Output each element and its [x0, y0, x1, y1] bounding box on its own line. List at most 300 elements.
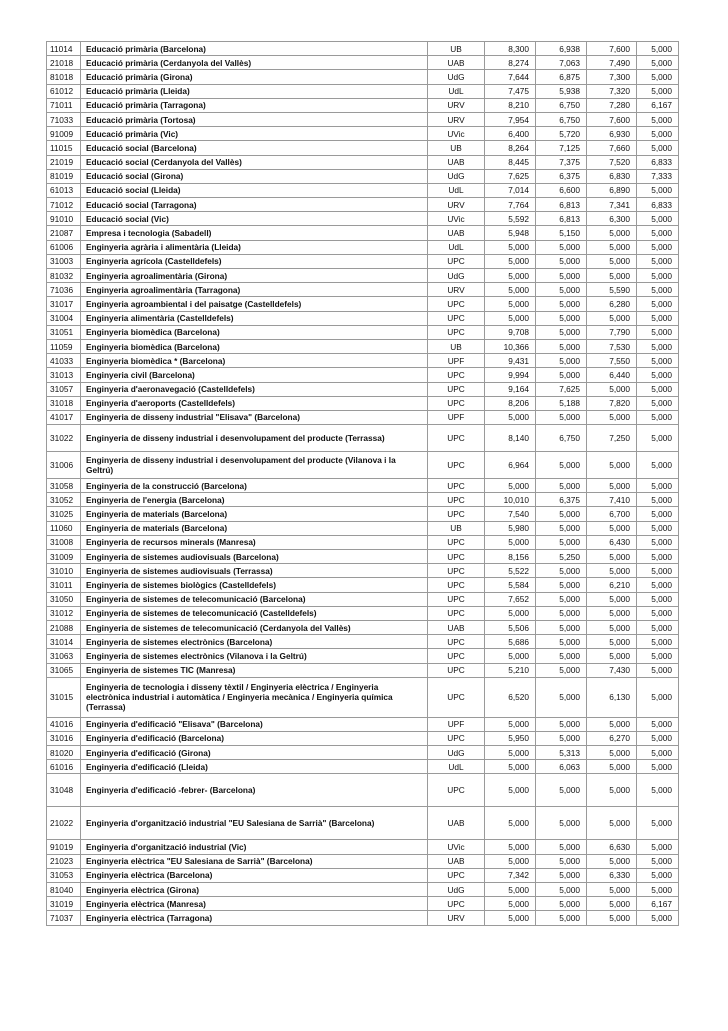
mark-1-cell: 5,948: [485, 226, 536, 240]
mark-3-cell: 5,000: [587, 883, 637, 897]
mark-1-cell: 5,000: [485, 649, 536, 663]
mark-3-cell: 7,300: [587, 70, 637, 84]
table-row: [47, 98, 679, 112]
table-row: [47, 368, 679, 382]
university-cell: UPC: [428, 325, 485, 339]
mark-2-cell: 5,000: [536, 240, 587, 254]
mark-4-cell: 5,000: [637, 297, 679, 311]
mark-4-cell: 5,000: [637, 521, 679, 535]
mark-3-cell: 6,430: [587, 535, 637, 549]
table-row: [47, 663, 679, 677]
program-code-cell: 21088: [47, 620, 81, 634]
cutoff-marks-table: [46, 41, 679, 926]
program-code-cell: 41017: [47, 410, 81, 424]
mark-1-cell: 9,708: [485, 325, 536, 339]
university-cell: UPC: [428, 535, 485, 549]
mark-3-cell: 5,000: [587, 521, 637, 535]
mark-1-cell: 7,014: [485, 183, 536, 197]
program-name-cell: Enginyeria alimentària (Castelldefels): [81, 311, 428, 325]
mark-1-cell: 9,431: [485, 354, 536, 368]
university-cell: UPC: [428, 592, 485, 606]
table-row: [47, 425, 679, 452]
program-name-cell: Enginyeria agroalimentària (Girona): [81, 269, 428, 283]
mark-4-cell: 5,000: [637, 578, 679, 592]
mark-1-cell: 8,445: [485, 155, 536, 169]
mark-1-cell: 5,210: [485, 663, 536, 677]
mark-1-cell: 7,652: [485, 592, 536, 606]
mark-4-cell: 5,000: [637, 663, 679, 677]
university-cell: URV: [428, 98, 485, 112]
university-cell: UPC: [428, 311, 485, 325]
mark-3-cell: 7,550: [587, 354, 637, 368]
mark-2-cell: 5,000: [536, 254, 587, 268]
program-name-cell: Educació social (Cerdanyola del Vallès): [81, 155, 428, 169]
university-cell: UAB: [428, 226, 485, 240]
mark-1-cell: 9,164: [485, 382, 536, 396]
mark-4-cell: 5,000: [637, 70, 679, 84]
mark-1-cell: 8,300: [485, 42, 536, 56]
mark-1-cell: 7,342: [485, 868, 536, 882]
mark-3-cell: 7,600: [587, 42, 637, 56]
table-row: [47, 311, 679, 325]
program-name-cell: Enginyeria elèctrica (Tarragona): [81, 911, 428, 925]
table-row: [47, 240, 679, 254]
university-cell: UPC: [428, 635, 485, 649]
university-cell: UAB: [428, 807, 485, 840]
university-cell: UB: [428, 521, 485, 535]
table-row: [47, 774, 679, 807]
university-cell: UPC: [428, 297, 485, 311]
university-cell: UPC: [428, 507, 485, 521]
university-cell: UAB: [428, 155, 485, 169]
mark-4-cell: 5,000: [637, 382, 679, 396]
table-row: [47, 56, 679, 70]
mark-1-cell: 5,686: [485, 635, 536, 649]
program-code-cell: 31052: [47, 493, 81, 507]
table-row: [47, 269, 679, 283]
university-cell: UdL: [428, 183, 485, 197]
mark-4-cell: 5,000: [637, 746, 679, 760]
mark-4-cell: 5,000: [637, 507, 679, 521]
mark-2-cell: 5,000: [536, 452, 587, 479]
program-name-cell: Educació primària (Cerdanyola del Vallès): [81, 56, 428, 70]
mark-3-cell: 5,000: [587, 897, 637, 911]
mark-3-cell: 6,330: [587, 868, 637, 882]
table-row: [47, 550, 679, 564]
program-name-cell: Enginyeria de sistemes electrònics (Vilanova i la Geltrú): [81, 649, 428, 663]
mark-4-cell: 6,167: [637, 897, 679, 911]
mark-3-cell: 5,000: [587, 807, 637, 840]
mark-2-cell: 5,000: [536, 507, 587, 521]
program-name-cell: Enginyeria de disseny industrial i desenvolupament del producte (Vilanova i la Geltrú): [81, 452, 428, 479]
mark-4-cell: 5,000: [637, 311, 679, 325]
program-name-cell: Educació primària (Girona): [81, 70, 428, 84]
university-cell: UPC: [428, 493, 485, 507]
mark-4-cell: 5,000: [637, 717, 679, 731]
mark-3-cell: 7,820: [587, 396, 637, 410]
table-row: [47, 183, 679, 197]
table-row: [47, 155, 679, 169]
mark-4-cell: 5,000: [637, 127, 679, 141]
program-code-cell: 81040: [47, 883, 81, 897]
university-cell: UPC: [428, 452, 485, 479]
program-code-cell: 31012: [47, 606, 81, 620]
program-name-cell: Enginyeria de disseny industrial "Elisava" (Barcelona): [81, 410, 428, 424]
program-code-cell: 31014: [47, 635, 81, 649]
mark-4-cell: 6,167: [637, 98, 679, 112]
program-code-cell: 31018: [47, 396, 81, 410]
university-cell: UdG: [428, 269, 485, 283]
mark-3-cell: 6,890: [587, 183, 637, 197]
university-cell: UdL: [428, 240, 485, 254]
table-row: [47, 70, 679, 84]
mark-2-cell: 5,000: [536, 410, 587, 424]
mark-1-cell: 5,000: [485, 535, 536, 549]
mark-4-cell: 5,000: [637, 911, 679, 925]
program-code-cell: 11014: [47, 42, 81, 56]
program-name-cell: Enginyeria agroalimentària (Tarragona): [81, 283, 428, 297]
table-row: [47, 677, 679, 717]
program-name-cell: Enginyeria d'edificació (Lleida): [81, 760, 428, 774]
program-code-cell: 21022: [47, 807, 81, 840]
mark-2-cell: 7,063: [536, 56, 587, 70]
mark-1-cell: 5,000: [485, 479, 536, 493]
table-row: [47, 254, 679, 268]
mark-4-cell: 5,000: [637, 479, 679, 493]
mark-4-cell: 6,833: [637, 155, 679, 169]
mark-2-cell: 6,750: [536, 112, 587, 126]
mark-3-cell: 6,630: [587, 840, 637, 854]
mark-3-cell: 5,000: [587, 311, 637, 325]
program-name-cell: Educació primària (Tortosa): [81, 112, 428, 126]
mark-4-cell: 5,000: [637, 269, 679, 283]
mark-1-cell: 8,156: [485, 550, 536, 564]
mark-2-cell: 7,625: [536, 382, 587, 396]
mark-1-cell: 5,000: [485, 606, 536, 620]
program-name-cell: Enginyeria de sistemes de telecomunicació (Cerdanyola del Vallès): [81, 620, 428, 634]
mark-4-cell: 5,000: [637, 854, 679, 868]
mark-1-cell: 5,000: [485, 760, 536, 774]
mark-2-cell: 5,000: [536, 578, 587, 592]
mark-4-cell: 5,000: [637, 339, 679, 353]
university-cell: UPC: [428, 564, 485, 578]
mark-4-cell: 5,000: [637, 493, 679, 507]
mark-2-cell: 5,000: [536, 368, 587, 382]
mark-2-cell: 5,000: [536, 807, 587, 840]
university-cell: UPC: [428, 774, 485, 807]
mark-4-cell: 5,000: [637, 564, 679, 578]
program-name-cell: Enginyeria d'aeroports (Castelldefels): [81, 396, 428, 410]
mark-3-cell: 5,000: [587, 269, 637, 283]
mark-1-cell: 6,964: [485, 452, 536, 479]
mark-1-cell: 5,592: [485, 212, 536, 226]
mark-1-cell: 7,954: [485, 112, 536, 126]
mark-1-cell: 7,540: [485, 507, 536, 521]
mark-1-cell: 7,764: [485, 198, 536, 212]
table-row: [47, 883, 679, 897]
mark-2-cell: 5,000: [536, 911, 587, 925]
mark-1-cell: 5,000: [485, 311, 536, 325]
table-row: [47, 42, 679, 56]
mark-3-cell: 5,000: [587, 240, 637, 254]
mark-1-cell: 5,584: [485, 578, 536, 592]
mark-1-cell: 5,000: [485, 717, 536, 731]
mark-3-cell: 5,000: [587, 479, 637, 493]
table-row: [47, 112, 679, 126]
program-name-cell: Enginyeria elèctrica (Girona): [81, 883, 428, 897]
program-name-cell: Educació primària (Barcelona): [81, 42, 428, 56]
program-code-cell: 21023: [47, 854, 81, 868]
mark-1-cell: 8,140: [485, 425, 536, 452]
mark-3-cell: 5,000: [587, 592, 637, 606]
university-cell: UdG: [428, 883, 485, 897]
mark-4-cell: 5,000: [637, 807, 679, 840]
university-cell: UPF: [428, 410, 485, 424]
program-code-cell: 31003: [47, 254, 81, 268]
mark-4-cell: 5,000: [637, 425, 679, 452]
mark-3-cell: 7,250: [587, 425, 637, 452]
university-cell: UdG: [428, 746, 485, 760]
table-row: [47, 535, 679, 549]
mark-2-cell: 5,000: [536, 564, 587, 578]
mark-2-cell: 6,600: [536, 183, 587, 197]
table-row: [47, 226, 679, 240]
program-code-cell: 81018: [47, 70, 81, 84]
mark-2-cell: 5,000: [536, 731, 587, 745]
program-name-cell: Enginyeria d'edificació -febrer- (Barcelona): [81, 774, 428, 807]
mark-1-cell: 8,264: [485, 141, 536, 155]
mark-3-cell: 5,000: [587, 717, 637, 731]
mark-1-cell: 5,000: [485, 840, 536, 854]
table-row: [47, 169, 679, 183]
mark-4-cell: 5,000: [637, 325, 679, 339]
program-name-cell: Enginyeria agrària i alimentària (Lleida): [81, 240, 428, 254]
mark-3-cell: 6,210: [587, 578, 637, 592]
program-code-cell: 31050: [47, 592, 81, 606]
table-row: [47, 731, 679, 745]
mark-1-cell: 6,520: [485, 677, 536, 717]
mark-3-cell: 7,600: [587, 112, 637, 126]
mark-2-cell: 5,000: [536, 479, 587, 493]
university-cell: UAB: [428, 854, 485, 868]
mark-3-cell: 7,660: [587, 141, 637, 155]
program-name-cell: Enginyeria de la construcció (Barcelona): [81, 479, 428, 493]
table-row: [47, 479, 679, 493]
mark-4-cell: 5,000: [637, 592, 679, 606]
mark-3-cell: 6,130: [587, 677, 637, 717]
program-code-cell: 91009: [47, 127, 81, 141]
mark-3-cell: 5,000: [587, 606, 637, 620]
mark-3-cell: 6,300: [587, 212, 637, 226]
program-name-cell: Enginyeria de sistemes de telecomunicació (Castelldefels): [81, 606, 428, 620]
mark-2-cell: 6,750: [536, 98, 587, 112]
mark-4-cell: 5,000: [637, 368, 679, 382]
mark-2-cell: 5,000: [536, 883, 587, 897]
table-row: [47, 578, 679, 592]
program-name-cell: Enginyeria d'edificació "Elisava" (Barcelona): [81, 717, 428, 731]
table-row: [47, 212, 679, 226]
program-name-cell: Educació primària (Lleida): [81, 84, 428, 98]
program-code-cell: 21087: [47, 226, 81, 240]
table-row: [47, 127, 679, 141]
mark-2-cell: 5,000: [536, 717, 587, 731]
mark-3-cell: 5,000: [587, 452, 637, 479]
mark-4-cell: 5,000: [637, 774, 679, 807]
program-name-cell: Enginyeria biomèdica * (Barcelona): [81, 354, 428, 368]
mark-2-cell: 5,000: [536, 283, 587, 297]
program-name-cell: Enginyeria biomèdica (Barcelona): [81, 339, 428, 353]
table-row: [47, 620, 679, 634]
mark-4-cell: 5,000: [637, 254, 679, 268]
mark-2-cell: 6,813: [536, 212, 587, 226]
mark-1-cell: 5,000: [485, 774, 536, 807]
program-code-cell: 31048: [47, 774, 81, 807]
program-name-cell: Enginyeria elèctrica (Barcelona): [81, 868, 428, 882]
mark-2-cell: 5,000: [536, 868, 587, 882]
program-code-cell: 81019: [47, 169, 81, 183]
mark-2-cell: 5,000: [536, 663, 587, 677]
program-code-cell: 31058: [47, 479, 81, 493]
university-cell: UAB: [428, 620, 485, 634]
program-code-cell: 31013: [47, 368, 81, 382]
mark-3-cell: 5,000: [587, 649, 637, 663]
program-name-cell: Enginyeria biomèdica (Barcelona): [81, 325, 428, 339]
program-name-cell: Enginyeria de sistemes TIC (Manresa): [81, 663, 428, 677]
program-code-cell: 31065: [47, 663, 81, 677]
mark-4-cell: 5,000: [637, 840, 679, 854]
university-cell: UdG: [428, 169, 485, 183]
program-code-cell: 61006: [47, 240, 81, 254]
mark-3-cell: 6,930: [587, 127, 637, 141]
program-code-cell: 31006: [47, 452, 81, 479]
table-row: [47, 635, 679, 649]
mark-3-cell: 7,520: [587, 155, 637, 169]
mark-3-cell: 6,830: [587, 169, 637, 183]
program-name-cell: Enginyeria de recursos minerals (Manresa): [81, 535, 428, 549]
mark-3-cell: 5,000: [587, 760, 637, 774]
university-cell: UdL: [428, 84, 485, 98]
program-code-cell: 91010: [47, 212, 81, 226]
mark-1-cell: 5,000: [485, 240, 536, 254]
program-name-cell: Enginyeria d'edificació (Barcelona): [81, 731, 428, 745]
mark-1-cell: 10,010: [485, 493, 536, 507]
mark-3-cell: 7,490: [587, 56, 637, 70]
program-name-cell: Enginyeria d'organització industrial "EU Salesiana de Sarrià" (Barcelona): [81, 807, 428, 840]
mark-3-cell: 7,280: [587, 98, 637, 112]
mark-3-cell: 5,000: [587, 620, 637, 634]
mark-3-cell: 5,000: [587, 564, 637, 578]
mark-1-cell: 8,206: [485, 396, 536, 410]
mark-2-cell: 5,150: [536, 226, 587, 240]
program-code-cell: 41016: [47, 717, 81, 731]
mark-2-cell: 5,000: [536, 854, 587, 868]
mark-4-cell: 5,000: [637, 731, 679, 745]
table-row: [47, 911, 679, 925]
university-cell: UPC: [428, 897, 485, 911]
mark-1-cell: 5,000: [485, 297, 536, 311]
university-cell: UPC: [428, 578, 485, 592]
mark-2-cell: 5,313: [536, 746, 587, 760]
program-name-cell: Educació social (Lleida): [81, 183, 428, 197]
mark-1-cell: 5,000: [485, 283, 536, 297]
mark-2-cell: 5,000: [536, 339, 587, 353]
mark-4-cell: 5,000: [637, 212, 679, 226]
table-row: [47, 283, 679, 297]
mark-2-cell: 5,000: [536, 297, 587, 311]
mark-4-cell: 5,000: [637, 84, 679, 98]
table-body: [47, 42, 679, 926]
university-cell: UPC: [428, 396, 485, 410]
mark-2-cell: 5,000: [536, 311, 587, 325]
program-name-cell: Enginyeria agroambiental i del paisatge (Castelldefels): [81, 297, 428, 311]
program-code-cell: 61016: [47, 760, 81, 774]
mark-1-cell: 5,000: [485, 254, 536, 268]
program-code-cell: 31057: [47, 382, 81, 396]
mark-3-cell: 7,341: [587, 198, 637, 212]
table-row: [47, 141, 679, 155]
program-code-cell: 31009: [47, 550, 81, 564]
mark-1-cell: 5,000: [485, 883, 536, 897]
program-code-cell: 31025: [47, 507, 81, 521]
program-code-cell: 11059: [47, 339, 81, 353]
program-name-cell: Educació social (Barcelona): [81, 141, 428, 155]
cutoff-marks-document: [46, 41, 678, 926]
university-cell: URV: [428, 112, 485, 126]
university-cell: URV: [428, 198, 485, 212]
table-row: [47, 717, 679, 731]
program-name-cell: Enginyeria elèctrica (Manresa): [81, 897, 428, 911]
mark-1-cell: 7,625: [485, 169, 536, 183]
program-name-cell: Enginyeria de sistemes biològics (Castelldefels): [81, 578, 428, 592]
table-row: [47, 760, 679, 774]
mark-4-cell: 5,000: [637, 620, 679, 634]
university-cell: UB: [428, 42, 485, 56]
mark-3-cell: 7,790: [587, 325, 637, 339]
program-code-cell: 21019: [47, 155, 81, 169]
table-row: [47, 297, 679, 311]
mark-4-cell: 5,000: [637, 868, 679, 882]
university-cell: UPC: [428, 606, 485, 620]
mark-2-cell: 5,000: [536, 535, 587, 549]
mark-1-cell: 8,274: [485, 56, 536, 70]
table-row: [47, 84, 679, 98]
mark-4-cell: 6,833: [637, 198, 679, 212]
mark-2-cell: 7,125: [536, 141, 587, 155]
university-cell: UVic: [428, 127, 485, 141]
mark-4-cell: 5,000: [637, 396, 679, 410]
mark-2-cell: 5,000: [536, 620, 587, 634]
table-row: [47, 354, 679, 368]
mark-4-cell: 5,000: [637, 112, 679, 126]
mark-3-cell: 6,440: [587, 368, 637, 382]
mark-3-cell: 5,590: [587, 283, 637, 297]
mark-2-cell: 5,000: [536, 897, 587, 911]
mark-1-cell: 5,506: [485, 620, 536, 634]
program-name-cell: Enginyeria elèctrica "EU Salesiana de Sarrià" (Barcelona): [81, 854, 428, 868]
table-row: [47, 452, 679, 479]
university-cell: UVic: [428, 840, 485, 854]
program-name-cell: Enginyeria d'edificació (Girona): [81, 746, 428, 760]
mark-2-cell: 5,000: [536, 649, 587, 663]
program-name-cell: Enginyeria agrícola (Castelldefels): [81, 254, 428, 268]
mark-1-cell: 5,000: [485, 269, 536, 283]
program-name-cell: Enginyeria de disseny industrial i desenvolupament del producte (Terrassa): [81, 425, 428, 452]
mark-2-cell: 6,750: [536, 425, 587, 452]
mark-2-cell: 5,000: [536, 354, 587, 368]
mark-2-cell: 5,000: [536, 606, 587, 620]
university-cell: UPC: [428, 868, 485, 882]
program-code-cell: 31008: [47, 535, 81, 549]
